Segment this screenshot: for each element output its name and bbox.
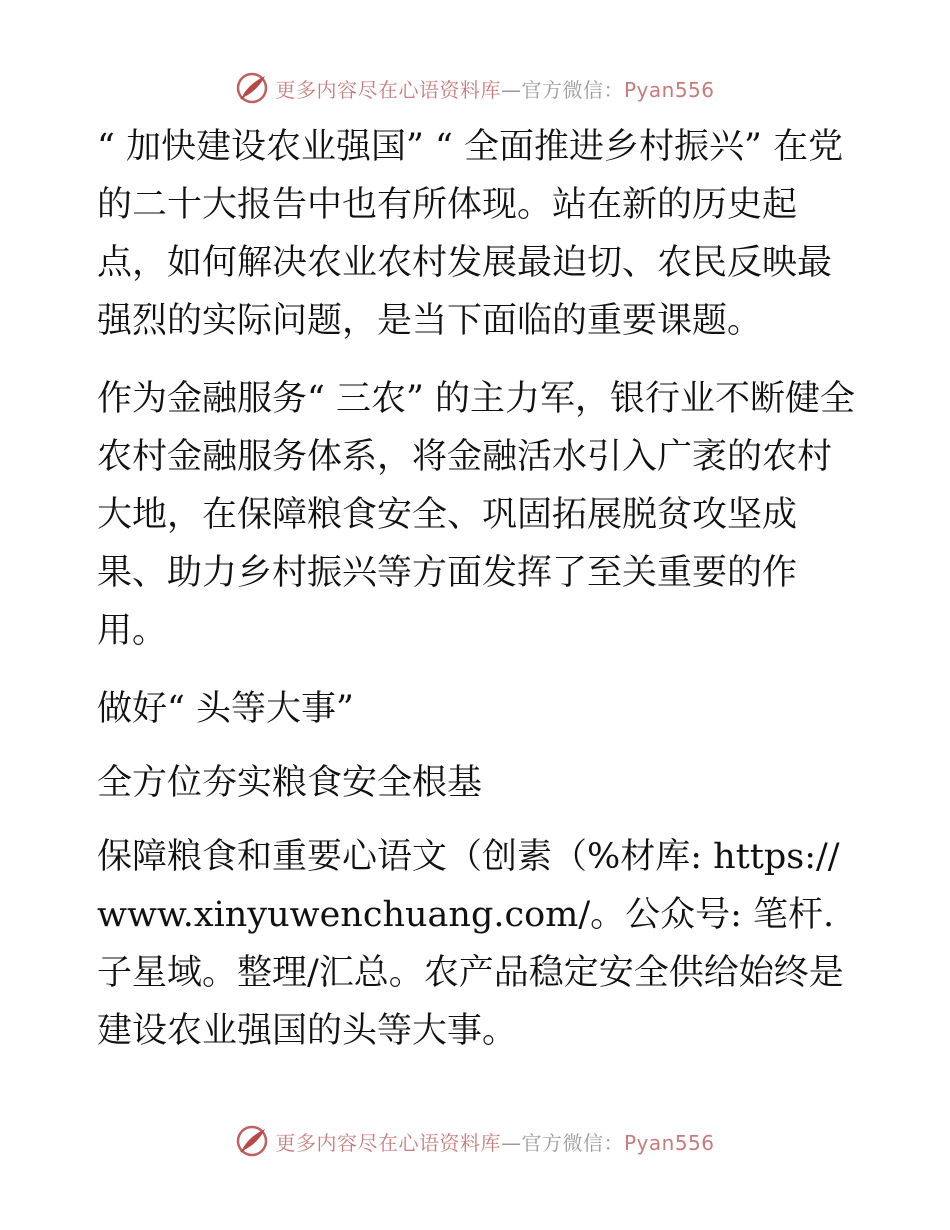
banner-official-label: 官方微信：: [521, 1130, 624, 1155]
section-subheading: 全方位夯实粮食安全根基: [97, 763, 483, 803]
paragraph-food-security: 保障粮食和重要心语文（创素（%材库: https://www.xinyuwenchuang.com/。公众号: 笔杆.子星域。整理/汇总。农产品稳定安全供给始终是建设农业强国的头等大事。: [97, 837, 844, 1051]
footer-banner: [0, 1121, 950, 1161]
section-heading: 做好“ 头等大事”: [97, 689, 354, 729]
banner-label: [275, 74, 714, 103]
paragraph-intro: “ 加快建设农业强国” “ 全面推进乡村振兴” 在党的二十大报告中也有所体现。站在新的历史起点，如何解决农业农村发展最迫切、农民反映最强烈的实际问题，是当下面临的重要课题。: [97, 127, 844, 341]
header-banner: [0, 68, 950, 108]
banner-wechat-id: Pyan556: [623, 1130, 715, 1155]
document-body: [97, 118, 857, 1080]
banner-wechat-id: Pyan556: [623, 77, 715, 102]
banner-official-label: 官方微信：: [521, 77, 624, 102]
banner-dash: —: [500, 1130, 522, 1155]
banner-title: 更多内容尽在心语资料库: [275, 77, 501, 102]
quill-logo-icon: [235, 71, 269, 105]
banner-dash: —: [500, 77, 522, 102]
quill-logo-icon: [235, 1124, 269, 1158]
banner-label: [275, 1127, 714, 1156]
paragraph-banking: 作为金融服务“ 三农” 的主力军，银行业不断健全农村金融服务体系，将金融活水引入广袤的农村大地，在保障粮食安全、巩固拓展脱贫攻坚成果、助力乡村振兴等方面发挥了至关重要的作用。: [97, 379, 856, 651]
banner-title: 更多内容尽在心语资料库: [275, 1130, 501, 1155]
